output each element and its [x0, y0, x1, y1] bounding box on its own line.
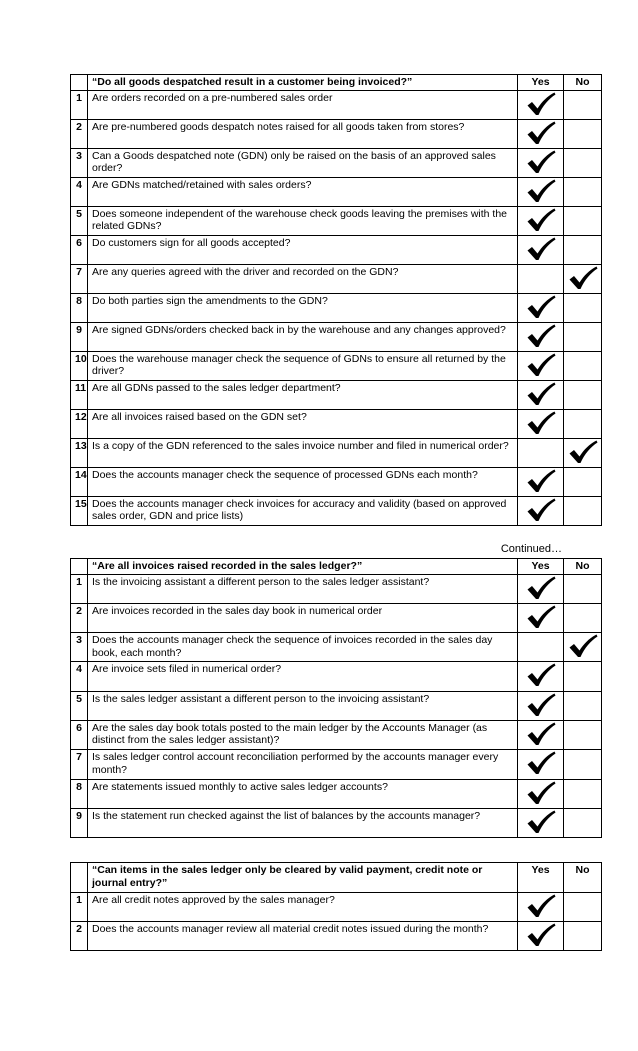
table-row	[71, 264, 602, 293]
checkmark-icon	[526, 324, 556, 348]
yes-cell	[518, 293, 564, 322]
question-text: Are the sales day book totals posted to the main ledger by the Accounts Manager (as distinct from the sales ledger assistant)?	[88, 720, 518, 749]
no-cell	[564, 264, 602, 293]
table-row	[71, 119, 602, 148]
table-row	[71, 235, 602, 264]
yes-column-header: Yes	[518, 75, 564, 91]
question-text: Does the warehouse manager check the sequence of GDNs to ensure all returned by the driver?	[88, 351, 518, 380]
question-text: Does the accounts manager check invoices for accuracy and validity (based on approved sales order, GDN and price lists)	[88, 496, 518, 525]
checkmark-icon	[526, 150, 556, 174]
table-header-row	[71, 559, 602, 575]
checkmark-icon	[568, 440, 598, 464]
yes-cell	[518, 264, 564, 293]
no-cell	[564, 496, 602, 525]
no-cell	[564, 922, 602, 951]
table-row	[71, 893, 602, 922]
row-number: 5	[71, 206, 88, 235]
question-text: Do customers sign for all goods accepted?	[88, 235, 518, 264]
question-text: Are invoices recorded in the sales day book in numerical order	[88, 603, 518, 632]
table-row	[71, 720, 602, 749]
table-row	[71, 148, 602, 177]
checkmark-icon	[526, 208, 556, 232]
yes-cell	[518, 893, 564, 922]
yes-cell	[518, 662, 564, 691]
continued-label: Continued…	[500, 543, 562, 555]
sales-ledger-recording-table	[70, 558, 602, 838]
row-number: 8	[71, 779, 88, 808]
no-column-header: No	[564, 559, 602, 575]
no-cell	[564, 235, 602, 264]
row-number: 3	[71, 633, 88, 662]
question-text: Are all invoices raised based on the GDN set?	[88, 409, 518, 438]
question-heading: “Can items in the sales ledger only be cleared by valid payment, credit note or journal entry?”	[88, 863, 518, 893]
no-cell	[564, 750, 602, 779]
question-text: Is the sales ledger assistant a different person to the invoicing assistant?	[88, 691, 518, 720]
row-number: 4	[71, 177, 88, 206]
checkmark-icon	[526, 469, 556, 493]
row-number: 9	[71, 322, 88, 351]
yes-cell	[518, 750, 564, 779]
row-number: 13	[71, 438, 88, 467]
question-text: Does the accounts manager check the sequence of processed GDNs each month?	[88, 467, 518, 496]
checkmark-icon	[526, 498, 556, 522]
yes-cell	[518, 148, 564, 177]
no-cell	[564, 633, 602, 662]
row-number: 10	[71, 351, 88, 380]
no-cell	[564, 603, 602, 632]
row-number: 7	[71, 264, 88, 293]
question-text: Is the invoicing assistant a different person to the sales ledger assistant?	[88, 574, 518, 603]
yes-cell	[518, 603, 564, 632]
question-text: Can a Goods despatched note (GDN) only be raised on the basis of an approved sales order?	[88, 148, 518, 177]
sales-ledger-clearing-table	[70, 862, 602, 951]
checkmark-icon	[526, 237, 556, 261]
table-row	[71, 322, 602, 351]
checkmark-icon	[526, 353, 556, 377]
table-row	[71, 177, 602, 206]
row-number: 14	[71, 467, 88, 496]
question-text: Does someone independent of the warehouse check goods leaving the premises with the related GDNs?	[88, 206, 518, 235]
table-row	[71, 351, 602, 380]
yes-column-header: Yes	[518, 863, 564, 893]
yes-cell	[518, 574, 564, 603]
no-cell	[564, 380, 602, 409]
no-cell	[564, 206, 602, 235]
checkmark-icon	[526, 92, 556, 116]
no-cell	[564, 662, 602, 691]
row-number: 8	[71, 293, 88, 322]
no-column-header: No	[564, 75, 602, 91]
yes-cell	[518, 779, 564, 808]
yes-cell	[518, 691, 564, 720]
row-number: 1	[71, 574, 88, 603]
header-num-cell	[71, 863, 88, 893]
yes-cell	[518, 438, 564, 467]
row-number: 9	[71, 808, 88, 837]
question-text: Is the statement run checked against the list of balances by the accounts manager?	[88, 808, 518, 837]
yes-cell	[518, 351, 564, 380]
row-number: 6	[71, 720, 88, 749]
checkmark-icon	[526, 781, 556, 805]
table-row	[71, 90, 602, 119]
table-row	[71, 293, 602, 322]
yes-cell	[518, 633, 564, 662]
header-num-cell	[71, 75, 88, 91]
yes-cell	[518, 206, 564, 235]
row-number: 5	[71, 691, 88, 720]
row-number: 7	[71, 750, 88, 779]
yes-cell	[518, 235, 564, 264]
row-number: 12	[71, 409, 88, 438]
question-text: Are orders recorded on a pre-numbered sales order	[88, 90, 518, 119]
yes-cell	[518, 496, 564, 525]
question-text: Is sales ledger control account reconciliation performed by the accounts manager every month?	[88, 750, 518, 779]
no-cell	[564, 90, 602, 119]
question-text: Is a copy of the GDN referenced to the sales invoice number and filed in numerical order?	[88, 438, 518, 467]
checkmark-icon	[526, 411, 556, 435]
row-number: 2	[71, 119, 88, 148]
table-row	[71, 662, 602, 691]
row-number: 1	[71, 90, 88, 119]
question-text: Are all credit notes approved by the sales manager?	[88, 893, 518, 922]
table-row	[71, 691, 602, 720]
checkmark-icon	[568, 634, 598, 658]
checkmark-icon	[526, 121, 556, 145]
checkmark-icon	[526, 576, 556, 600]
yes-cell	[518, 90, 564, 119]
table-row	[71, 633, 602, 662]
checkmark-icon	[526, 663, 556, 687]
table-header-row	[71, 75, 602, 91]
table-row	[71, 750, 602, 779]
no-cell	[564, 808, 602, 837]
table-row	[71, 496, 602, 525]
row-number: 2	[71, 922, 88, 951]
no-cell	[564, 779, 602, 808]
yes-cell	[518, 177, 564, 206]
checkmark-icon	[526, 295, 556, 319]
table-row	[71, 779, 602, 808]
table-row	[71, 603, 602, 632]
checkmark-icon	[526, 693, 556, 717]
table-row	[71, 574, 602, 603]
no-cell	[564, 177, 602, 206]
no-cell	[564, 691, 602, 720]
question-text: Are any queries agreed with the driver and recorded on the GDN?	[88, 264, 518, 293]
no-cell	[564, 119, 602, 148]
row-number: 11	[71, 380, 88, 409]
despatch-invoicing-table	[70, 74, 602, 526]
no-cell	[564, 322, 602, 351]
checkmark-icon	[526, 722, 556, 746]
no-cell	[564, 574, 602, 603]
no-cell	[564, 293, 602, 322]
question-text: Are all GDNs passed to the sales ledger department?	[88, 380, 518, 409]
question-text: Are statements issued monthly to active sales ledger accounts?	[88, 779, 518, 808]
no-column-header: No	[564, 863, 602, 893]
yes-cell	[518, 322, 564, 351]
question-text: Are signed GDNs/orders checked back in by the warehouse and any changes approved?	[88, 322, 518, 351]
checkmark-icon	[526, 382, 556, 406]
yes-cell	[518, 409, 564, 438]
table-row	[71, 409, 602, 438]
yes-cell	[518, 808, 564, 837]
row-number: 2	[71, 603, 88, 632]
no-cell	[564, 351, 602, 380]
no-cell	[564, 438, 602, 467]
no-cell	[564, 893, 602, 922]
table-row	[71, 206, 602, 235]
no-cell	[564, 148, 602, 177]
checkmark-icon	[568, 266, 598, 290]
question-text: Does the accounts manager check the sequence of invoices recorded in the sales day book, each month?	[88, 633, 518, 662]
yes-cell	[518, 467, 564, 496]
question-heading: “Are all invoices raised recorded in the sales ledger?”	[88, 559, 518, 575]
checkmark-icon	[526, 751, 556, 775]
no-cell	[564, 409, 602, 438]
question-text: Does the accounts manager review all material credit notes issued during the month?	[88, 922, 518, 951]
yes-cell	[518, 720, 564, 749]
table-row	[71, 380, 602, 409]
checkmark-icon	[526, 923, 556, 947]
yes-cell	[518, 922, 564, 951]
no-cell	[564, 720, 602, 749]
no-cell	[564, 467, 602, 496]
header-num-cell	[71, 559, 88, 575]
question-heading: “Do all goods despatched result in a customer being invoiced?”	[88, 75, 518, 91]
yes-cell	[518, 380, 564, 409]
checkmark-icon	[526, 894, 556, 918]
question-text: Do both parties sign the amendments to the GDN?	[88, 293, 518, 322]
row-number: 3	[71, 148, 88, 177]
table-row	[71, 922, 602, 951]
table-row	[71, 467, 602, 496]
question-text: Are invoice sets filed in numerical order?	[88, 662, 518, 691]
checkmark-icon	[526, 179, 556, 203]
table-row	[71, 438, 602, 467]
row-number: 1	[71, 893, 88, 922]
question-text: Are GDNs matched/retained with sales orders?	[88, 177, 518, 206]
yes-column-header: Yes	[518, 559, 564, 575]
row-number: 6	[71, 235, 88, 264]
checkmark-icon	[526, 810, 556, 834]
question-text: Are pre-numbered goods despatch notes raised for all goods taken from stores?	[88, 119, 518, 148]
row-number: 4	[71, 662, 88, 691]
table-header-row	[71, 863, 602, 893]
table-row	[71, 808, 602, 837]
checkmark-icon	[526, 605, 556, 629]
yes-cell	[518, 119, 564, 148]
row-number: 15	[71, 496, 88, 525]
